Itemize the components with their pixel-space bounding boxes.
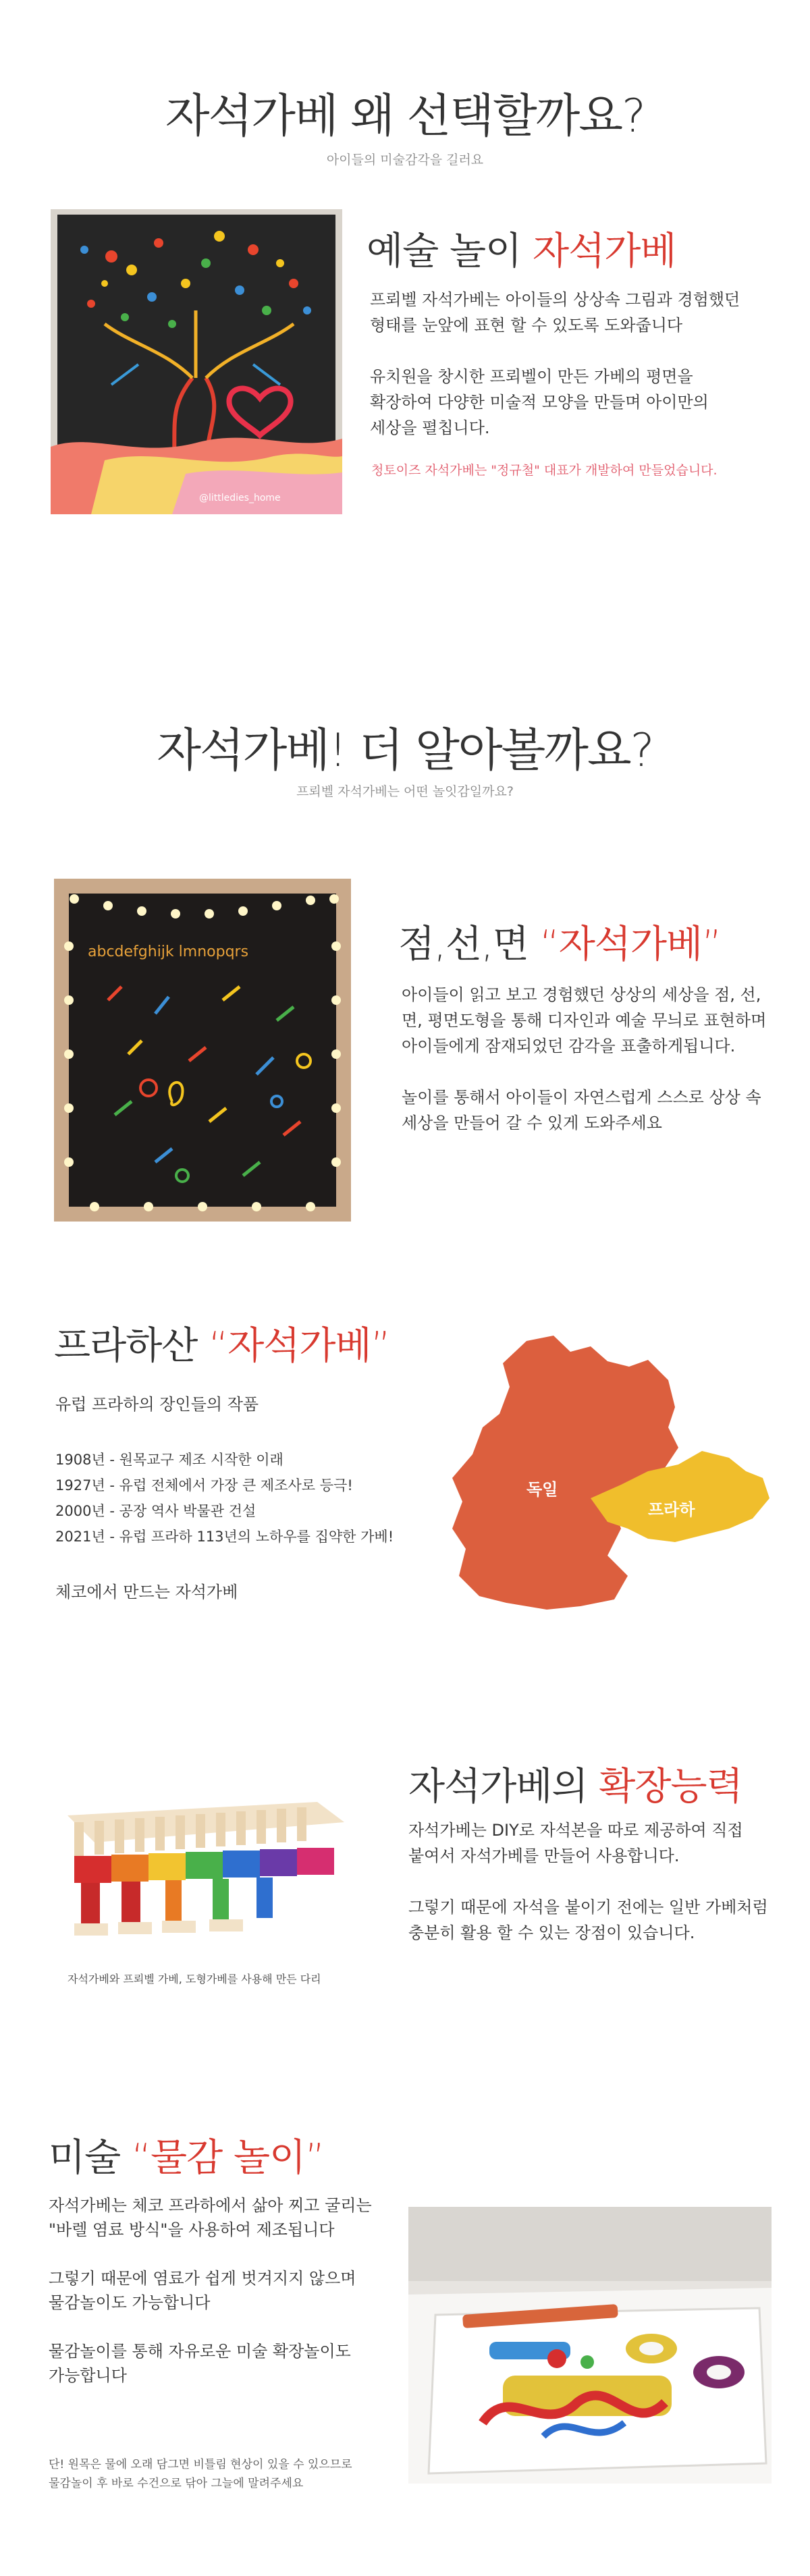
body-line: 세상을 펼칩니다.	[370, 418, 490, 437]
section6-heading	[49, 2128, 324, 2182]
body-line: 세상을 만들어 갈 수 있게 도와주세요	[402, 1114, 662, 1132]
germany-shape	[452, 1336, 678, 1610]
block-bridge-photo	[54, 1768, 358, 1957]
section4-closing: 체코에서 만드는 자석가베	[55, 1583, 238, 1601]
body-line: 붙여서 자석가베를 만들어 사용합니다.	[408, 1846, 680, 1865]
body-line: 자석가베는 DIY로 자석본을 따로 제공하여 직접	[408, 1821, 743, 1840]
body-line: 그렇기 때문에 염료가 쉽게 벗겨지지 않으며	[49, 2269, 356, 2288]
body-line: "바렐 염료 방식"을 사용하여 제조됩니다	[49, 2220, 335, 2239]
body-line: 유치원을 창시한 프뢰벨이 만든 가베의 평면을	[370, 367, 693, 386]
body-line: 확장하여 다양한 미술적 모양을 만들며 아이만의	[370, 393, 709, 412]
history-item: 2000년 - 공장 역사 박물관 건설	[55, 1503, 256, 1519]
section6-body	[49, 2193, 413, 2388]
heading-plain: 프라하산	[54, 1324, 209, 1368]
heading-plain: 미술	[49, 2136, 132, 2180]
developer-note: 청토이즈 자석가베는 "정규철" 대표가 개발하여 만들었습니다.	[371, 463, 718, 478]
heading-accent: “자석가베”	[209, 1324, 390, 1368]
body-line	[49, 2315, 413, 2339]
body-line: 면, 평면도형을 통해 디자인과 예술 무늬로 표현하며	[402, 1011, 767, 1030]
board-letters: abcdefghijk lmnopqrs	[88, 943, 249, 960]
history-item: 1908년 - 원목교구 제조 시작한 이래	[55, 1452, 284, 1468]
heading-plain: 점,선,면	[398, 923, 540, 966]
germany-label: 독일	[526, 1480, 558, 1499]
body-line: 물감놀이를 통해 자유로운 미술 확장놀이도	[49, 2342, 351, 2361]
prague-label: 프라하	[648, 1500, 695, 1519]
section1-heading	[367, 221, 676, 275]
magnetic-board-tree-photo	[51, 209, 342, 514]
europe-map	[446, 1333, 783, 1616]
letters-board-photo	[54, 879, 351, 1222]
body-line: 물감놀이도 가능합니다	[49, 2293, 211, 2312]
heading-accent: “물감 놀이”	[132, 2136, 325, 2180]
section5-body	[408, 1817, 800, 1946]
body-line	[49, 2242, 413, 2266]
history-list	[55, 1447, 394, 1550]
section5-heading	[408, 1757, 742, 1811]
bridge-caption: 자석가베와 프뢰벨 가베, 도형가베를 사용해 만든 다리	[68, 1973, 321, 1985]
body-line: 가능합니다	[49, 2366, 127, 2385]
body-line: 충분히 활용 할 수 있는 장점이 있습니다.	[408, 1923, 695, 1942]
heading-accent: “자석가베”	[539, 923, 722, 966]
note-line: 단! 원목은 물에 오래 담그면 비틀림 현상이 있을 수 있으므로	[49, 2458, 352, 2471]
body-line	[402, 1059, 800, 1085]
body-line	[408, 1869, 800, 1894]
body-line	[370, 338, 788, 364]
history-item: 1927년 - 유럽 전체에서 가장 큰 제조사로 등극!	[55, 1477, 353, 1493]
section2-subtitle: 프뢰벨 자석가베는 어떤 놀잇감일까요?	[296, 784, 514, 799]
body-line: 아이들이 읽고 보고 경험했던 상상의 세상을 점, 선,	[402, 985, 761, 1004]
body-line: 그렇기 때문에 자석을 붙이기 전에는 일반 가베처럼	[408, 1898, 768, 1917]
note-line: 물감놀이 후 바로 수건으로 닦아 그늘에 말려주세요	[49, 2477, 304, 2490]
section1-subtitle: 아이들의 미술감각을 길러요	[326, 153, 484, 167]
photo-credit: @littledies_home	[199, 493, 281, 503]
body-line: 프뢰벨 자석가베는 아이들의 상상속 그림과 경험했던	[370, 290, 740, 309]
section4-intro: 유럽 프라하의 장인들의 작품	[55, 1395, 259, 1414]
body-line: 아이들에게 잠재되었던 감각을 표출하게됩니다.	[402, 1037, 736, 1056]
body-line: 놀이를 통해서 아이들이 자연스럽게 스스로 상상 속	[402, 1088, 761, 1107]
section6-note	[49, 2455, 352, 2493]
section1-body	[370, 287, 788, 441]
heading-accent: 자석가베	[533, 229, 676, 273]
history-item: 2021년 - 유럽 프라하 113년의 노하우를 집약한 가베!	[55, 1529, 394, 1545]
section2-title: 자석가베! 더 알아볼까요?	[157, 724, 653, 777]
paint-play-photo	[408, 2207, 772, 2484]
section3-heading	[398, 914, 721, 968]
section3-body	[402, 982, 800, 1136]
heading-plain: 자석가베의	[408, 1765, 599, 1809]
body-line: 형태를 눈앞에 표현 할 수 있도록 도와줍니다	[370, 316, 683, 335]
body-line: 자석가베는 체코 프라하에서 삶아 찌고 굴리는	[49, 2196, 372, 2215]
section4-heading	[54, 1316, 390, 1370]
section1-title: 자석가베 왜 선택할까요?	[165, 90, 645, 143]
heading-accent: 확장능력	[599, 1765, 742, 1809]
heading-plain: 예술 놀이	[367, 229, 533, 273]
